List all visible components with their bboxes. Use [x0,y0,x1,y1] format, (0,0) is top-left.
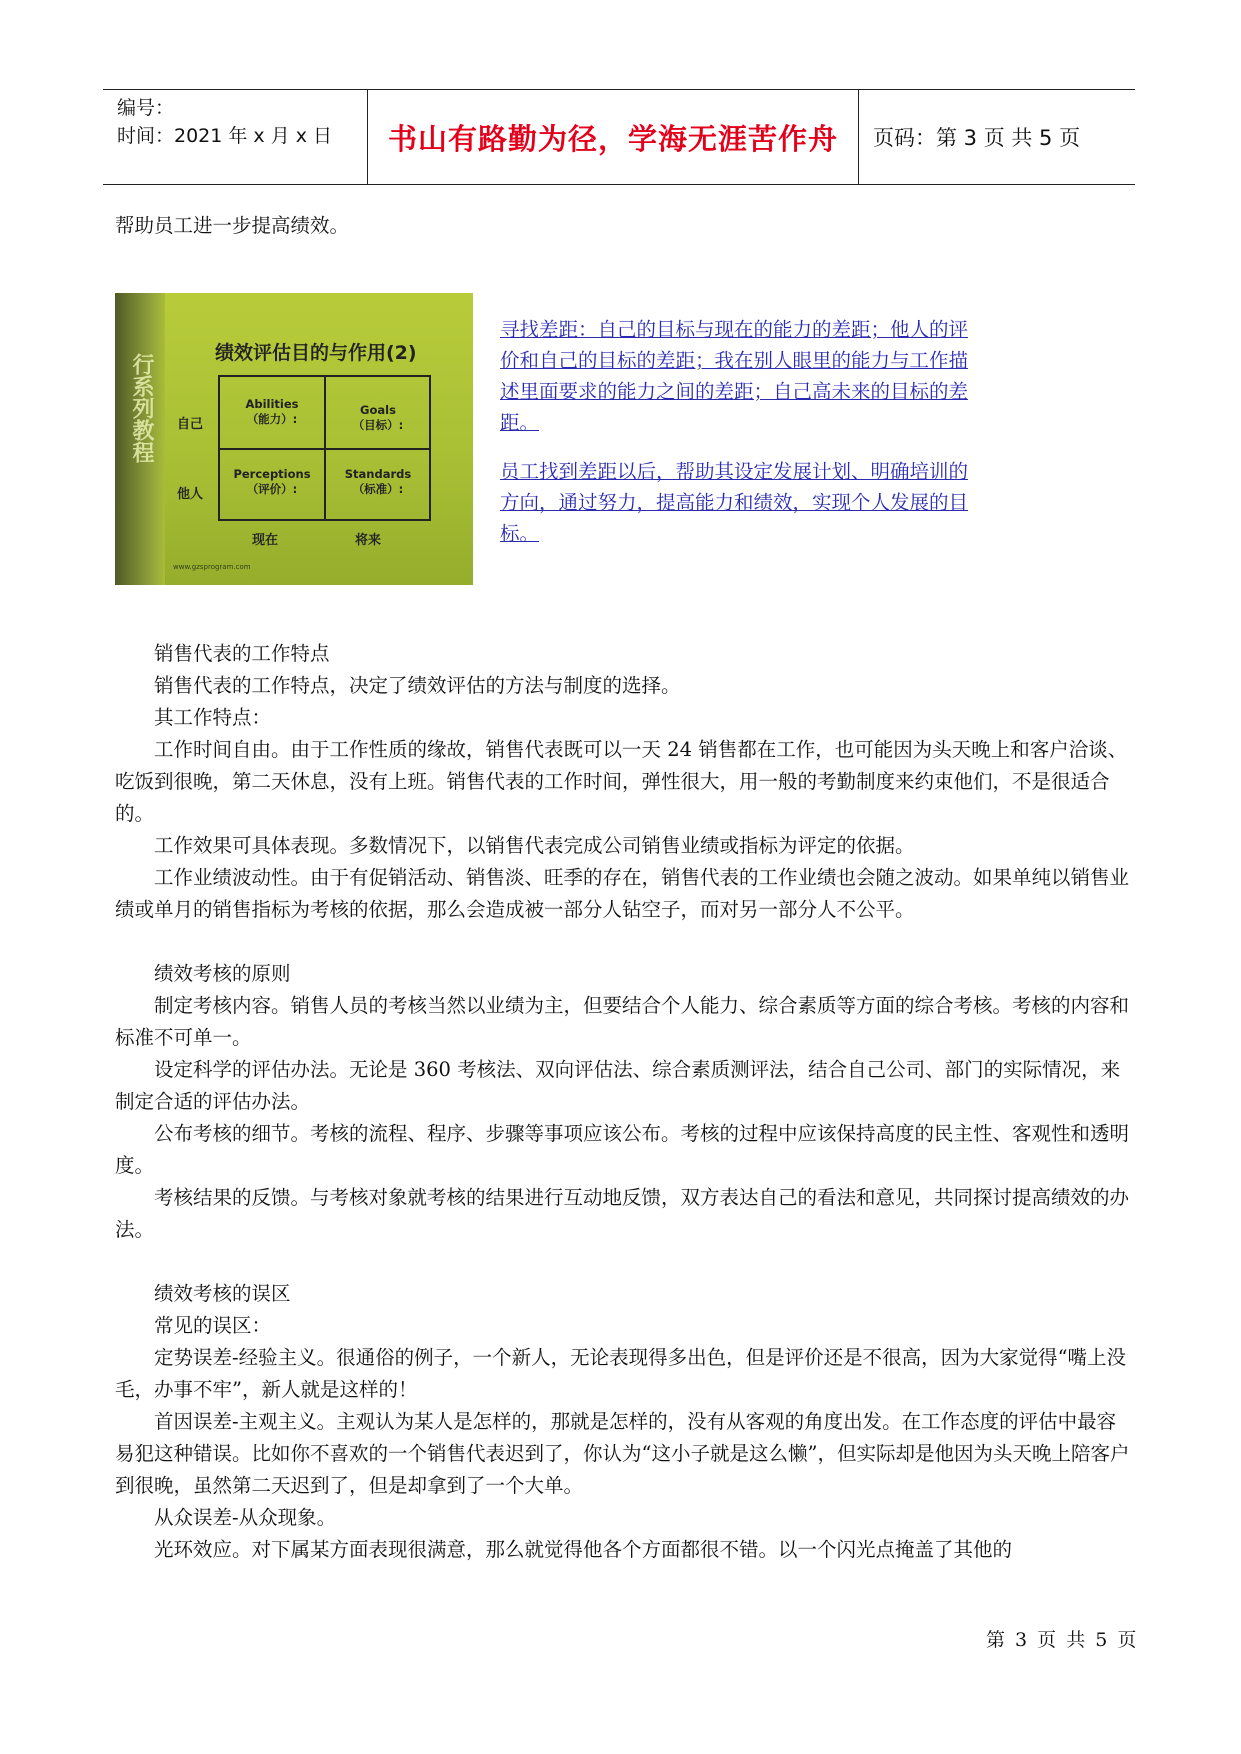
slide-strip-text: 行系列教程 [129,353,154,463]
side-note-gap[interactable]: 寻找差距：自己的目标与现在的能力的差距；他人的评价和自己的目标的差距；我在别人眼里的能力与工作描述里面要求的能力之间的差距；自己高未来的目标的差距。 [500,318,969,434]
slide-col-label-now: 现在 [252,533,279,548]
paragraph: 工作业绩波动性。由于有促销活动、销售淡、旺季的存在，销售代表的工作业绩也会随之波动。如果单纯以销售业绩或单月的销售指标为考核的依据，那么会造成被一部分人钻空子，而对另一部分人不公平。 [115,866,1130,921]
section-title-pitfalls: 绩效考核的误区 [154,1282,291,1305]
paragraph: 从众误差-从众现象。 [154,1506,337,1529]
slide-url: www.gzsprogram.com [173,563,251,571]
paragraph: 设定科学的评估办法。无论是 360 考核法、双向评估法、综合素质测评法，结合自己公司、部门的实际情况，来制定合适的评估办法。 [115,1058,1121,1113]
slide-cell-standards: Standards （标准）: [344,467,412,496]
paragraph: 销售代表的工作特点，决定了绩效评估的方法与制度的选择。 [154,674,681,697]
header-page-code: 页码：第 3 页 共 5 页 [873,126,1081,150]
intro-text: 帮助员工进一步提高绩效。 [115,214,350,237]
paragraph: 工作效果可具体表现。多数情况下，以销售代表完成公司销售业绩或指标为评定的依据。 [154,834,915,857]
document-time: 时间：2021 年 x 月 x 日 [117,125,333,147]
page-header [103,89,1135,185]
paragraph: 定势误差-经验主义。很通俗的例子，一个新人，无论表现得多出色，但是评价还是不很高，因为大家觉得“嘴上没毛，办事不牢”，新人就是这样的！ [115,1346,1127,1401]
paragraph: 制定考核内容。销售人员的考核当然以业绩为主，但要结合个人能力、综合素质等方面的综合考核。考核的内容和标准不可单一。 [115,994,1130,1049]
slide-matrix [218,375,431,521]
slide-cell-goals: Goals （目标）: [352,403,404,432]
paragraph: 光环效应。对下属某方面表现很满意，那么就觉得他各个方面都很不错。以一个闪光点掩盖了其他的 [154,1538,1013,1561]
document-number: 编号： [117,97,175,119]
slide-cell-abilities: Abilities （能力）: [245,397,299,426]
slide-row-label-others: 他人 [177,487,204,502]
paragraph: 其工作特点： [154,706,272,729]
section-title-work-features: 销售代表的工作特点 [154,642,330,665]
section-title-principles: 绩效考核的原则 [154,962,291,985]
side-note-development[interactable]: 员工找到差距以后，帮助其设定发展计划、明确培训的方向，通过努力，提高能力和绩效，实现个人发展的目标。 [500,460,969,545]
slide-title: 绩效评估目的与作用(2) [215,342,417,364]
slide-row-label-self: 自己 [177,417,204,432]
paragraph: 常见的误区： [154,1314,272,1337]
header-meta [103,90,368,184]
paragraph: 公布考核的细节。考核的流程、程序、步骤等事项应该公布。考核的过程中应该保持高度的民主性、客观性和透明度。 [115,1122,1130,1177]
header-motto: 书山有路勤为径，学海无涯苦作舟 [368,90,859,184]
slide-image [115,293,473,585]
paragraph: 考核结果的反馈。与考核对象就考核的结果进行互动地反馈，双方表达自己的看法和意见，共同探讨提高绩效的办法。 [115,1186,1130,1241]
page-footer: 第 3 页 共 5 页 [986,1629,1137,1651]
paragraph: 首因误差-主观主义。主观认为某人是怎样的，那就是怎样的，没有从客观的角度出发。在工作态度的评估中最容易犯这种错误。比如你不喜欢的一个销售代表迟到了，你认为“这小子就是这么懒”，但实际却是他因为头天晚上陪客户到很晚，虽然第二天迟到了，但是却拿到了一个大单。 [115,1410,1130,1497]
slide-cell-perceptions: Perceptions （评价）: [233,467,311,496]
slide-col-label-future: 将来 [355,533,382,548]
paragraph: 工作时间自由。由于工作性质的缘故，销售代表既可以一天 24 销售都在工作，也可能因为头天晚上和客户洽谈、吃饭到很晚，第二天休息，没有上班。销售代表的工作时间，弹性很大，用一般的考勤制度来约束他们，不是很适合的。 [115,738,1128,825]
